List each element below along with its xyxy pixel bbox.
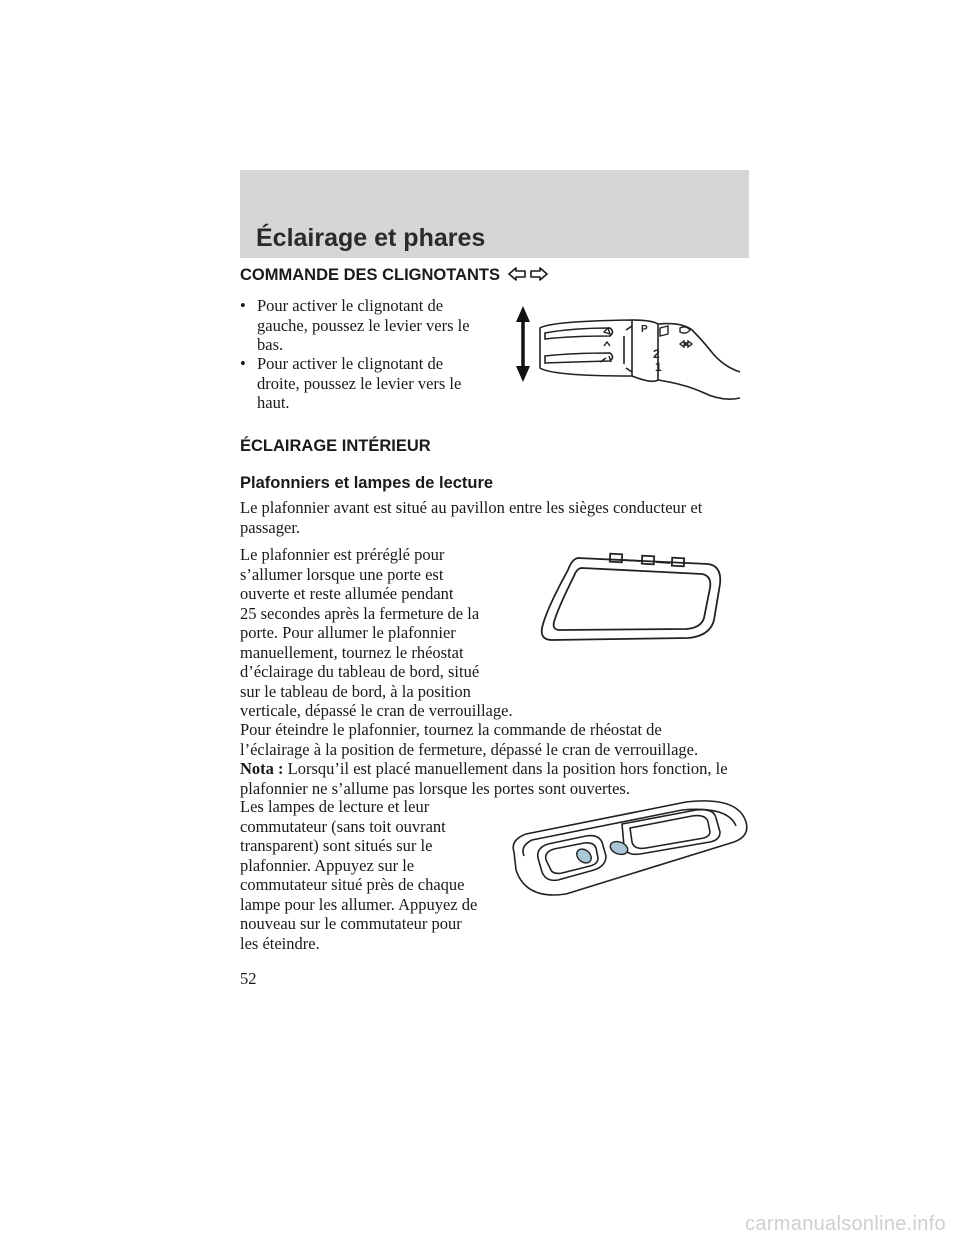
- paragraph: [240, 797, 477, 953]
- text-line: ouverte et reste allumée pendant: [240, 584, 454, 603]
- up-down-arrow-icon: [516, 306, 530, 382]
- text-line: Les lampes de lecture et leur: [240, 797, 430, 816]
- note-label: Nota :: [240, 759, 284, 778]
- text-line: Pour éteindre le plafonnier, tournez la commande de rhéostat de: [240, 720, 662, 739]
- paragraph: [240, 720, 728, 798]
- text-line: bas.: [257, 335, 284, 354]
- watermark: carmanualsonline.info: [745, 1213, 946, 1235]
- bullet-marker: •: [240, 296, 246, 315]
- text-line: 25 secondes après la fermeture de la: [240, 603, 480, 623]
- text-line: transparent) sont situés sur le: [240, 836, 433, 855]
- text-line: Pour activer le clignotant de: [257, 296, 444, 315]
- text-line: plafonnier ne s’allume pas lorsque les portes sont ouvertes.: [240, 778, 630, 798]
- bullet-marker: •: [240, 354, 246, 373]
- text-line: sur le tableau de bord, à la position: [240, 681, 471, 701]
- interior-heading: ÉCLAIRAGE INTÉRIEUR: [240, 437, 431, 455]
- lever-label-p: P: [641, 324, 648, 335]
- reading-lamp-illustration: [506, 800, 750, 900]
- text-line: plafonnier. Appuyez sur le: [240, 855, 415, 875]
- text-line: Le plafonnier avant est situé au pavillon entre les sièges conducteur et: [240, 498, 703, 517]
- page-title: Éclairage et phares: [256, 224, 486, 252]
- text-line: commutateur situé près de chaque: [240, 875, 465, 894]
- paragraph: [240, 498, 702, 537]
- text-line: porte. Pour allumer le plafonnier: [240, 623, 456, 642]
- dome-lamp-illustration: [538, 550, 726, 648]
- text-line: les éteindre.: [240, 933, 320, 953]
- text-line: d’éclairage du tableau de bord, situé: [240, 662, 480, 681]
- text-line: s’allumer lorsque une porte est: [240, 564, 444, 584]
- text-line: Le plafonnier est préréglé pour: [240, 545, 445, 564]
- text-line: [240, 759, 728, 779]
- page-number: 52: [240, 969, 257, 988]
- bullet-item: [257, 296, 470, 355]
- text-line: passager.: [240, 517, 301, 537]
- reading-lamp-switch-icon: [608, 839, 629, 856]
- turn-signal-heading: [240, 266, 548, 285]
- text-line: droite, poussez le levier vers le: [257, 373, 462, 393]
- lever-label-1: 1: [655, 360, 662, 374]
- text-line: Pour activer le clignotant de: [257, 354, 444, 373]
- text-line: haut.: [257, 393, 290, 412]
- turn-signal-lever-illustration: [512, 306, 747, 406]
- reading-lamp-switch-icon: [574, 846, 594, 865]
- lever-label-2: 2: [653, 347, 660, 361]
- text-line: l’éclairage à la position de fermeture, dépassé le cran de verrouillage.: [240, 739, 699, 759]
- paragraph: [240, 545, 513, 721]
- text-line: lampe pour les allumer. Appuyez de: [240, 894, 478, 914]
- text-line: manuellement, tournez le rhéostat: [240, 642, 464, 662]
- note-text: Lorsqu’il est placé manuellement dans la position hors fonction, le: [287, 759, 728, 778]
- text-line: commutateur (sans toit ouvrant: [240, 816, 446, 836]
- turn-signal-heading-text: COMMANDE DES CLIGNOTANTS: [240, 266, 501, 284]
- text-line: nouveau sur le commutateur pour: [240, 914, 462, 933]
- text-line: gauche, poussez le levier vers le: [257, 315, 470, 335]
- turn-signal-arrows-icon: [508, 266, 548, 282]
- text-line: verticale, dépassé le cran de verrouillage.: [240, 701, 513, 720]
- lever-stalk-icon: [540, 320, 740, 399]
- bullet-item: [257, 354, 461, 413]
- interior-subheading: Plafonniers et lampes de lecture: [240, 474, 494, 492]
